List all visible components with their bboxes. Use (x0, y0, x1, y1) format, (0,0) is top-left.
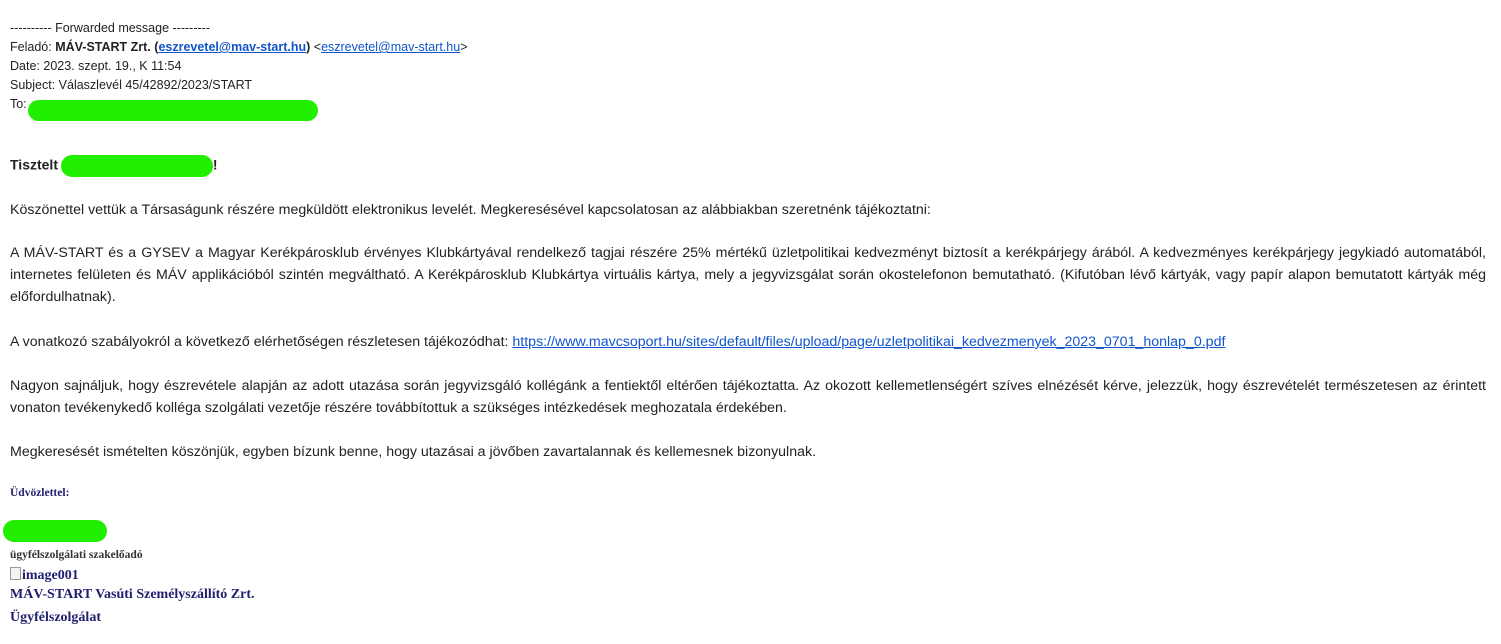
paragraph-apology: Nagyon sajnáljuk, hogy észrevétele alapján az adott utazása során jegyvizsgáló kollégánk a fentiektől eltérően tájékoztatta. Az okozott kellemetlenségért szíves elnézését kérve, jelezzük, hogy észrevételét természetesen az érintett vonaton tevékenykedő kolléga szolgálati vezetője részére továbbítottuk a szükséges intézkedések meghozatala érdekében. (10, 378, 1486, 416)
greeting-prefix: Tisztelt (10, 156, 58, 173)
paragraph-rules-link (10, 331, 1486, 353)
signature-logo-image (10, 567, 79, 584)
signature-company: MÁV-START Vasúti Személyszállító Zrt. (10, 587, 255, 602)
paragraph-intro: Köszönettel vettük a Társaságunk részére megküldött elektronikus levelét. Megkeresésével kapcsolatosan az alábbiakban szeretnénk tájékoztatni: (10, 202, 931, 218)
date-row (10, 57, 181, 76)
from-label: Feladó: (10, 40, 52, 54)
to-label: To: (10, 97, 27, 111)
signature-closing: Üdvözlettel: (10, 487, 70, 499)
redacted-name (61, 155, 213, 177)
signature-role: ügyfélszolgálati szakelőadó (10, 549, 143, 561)
signature-department: Ügyfélszolgálat (10, 610, 101, 625)
redacted-recipient (28, 100, 318, 121)
forward-header-line: ---------- Forwarded message --------- (10, 21, 210, 35)
date-label: Date: (10, 59, 40, 73)
broken-image-icon (10, 567, 21, 580)
sender-name: MÁV-START Zrt. (55, 40, 151, 54)
redacted-signer-name (3, 520, 107, 542)
paragraph-discount-info: A MÁV-START és a GYSEV a Magyar Kerékpárosklub érvényes Klubkártyával rendelkező tagjai részére 25% mértékű üzletpolitikai kedvezményt biztosít a kerékpárjegy árából. A kedvezményes kerékpárjegy jegykiadó automatából, internetes felületen és MÁV applikációból szintén megváltható. A Kerékpárosklub Klubkártya virtuális kártya, mely a jegyvizsgálat során okostelefonon bemutatható. (Kifutóban lévő kártyák, vagy papír alapon bemutatott kártyák még előfordulhatnak). (10, 245, 1486, 305)
date-value: 2023. szept. 19., K 11:54 (43, 59, 182, 73)
greeting (10, 155, 218, 177)
rules-text: A vonatkozó szabályokról a következő elérhetőségen részletesen tájékozódhat: (10, 334, 509, 350)
image-alt-text: image001 (22, 568, 79, 583)
sender-email-angle-link[interactable]: eszrevetel@mav-start.hu (321, 40, 461, 54)
paragraph-closing-thanks: Megkeresését ismételten köszönjük, egyben bízunk benne, hogy utazásai a jövőben zavartalannak és kellemesnek bizonyulnak. (10, 444, 817, 460)
subject-value: Válaszlevél 45/42892/2023/START (58, 78, 253, 92)
from-row: Feladó: MÁV-START Zrt. (eszrevetel@mav-start.hu) <eszrevetel@mav-start.hu> (10, 40, 468, 54)
to-row (10, 95, 27, 114)
subject-label: Subject: (10, 78, 56, 92)
sender-email-link[interactable]: eszrevetel@mav-start.hu (158, 40, 307, 54)
subject-row (10, 76, 252, 95)
greeting-suffix: ! (212, 156, 218, 173)
rules-pdf-link[interactable]: https://www.mavcsoport.hu/sites/default/files/upload/page/uzletpolitikai_kedvezmenyek_2023_0701_honlap_0.pdf (512, 334, 1226, 350)
